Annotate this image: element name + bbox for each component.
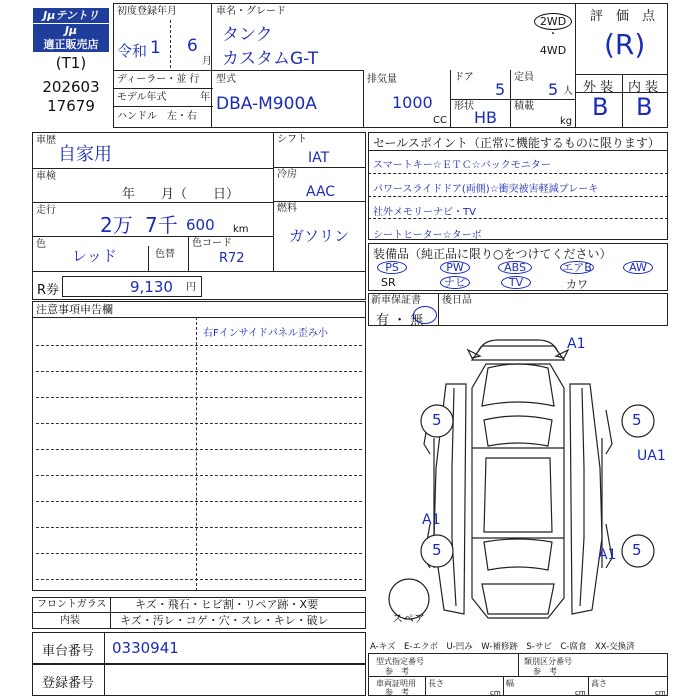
capacity-unit: 人 bbox=[563, 86, 573, 97]
color-code-value: R72 bbox=[219, 251, 245, 266]
type-value: DBA-M900A bbox=[216, 94, 317, 114]
history-label: 車歴 bbox=[36, 135, 56, 146]
inspection-value: 年 月（ 日） bbox=[122, 187, 240, 202]
equip-abs: ABS bbox=[498, 261, 532, 274]
recycle-unit: 円 bbox=[186, 282, 196, 293]
spare-label: スペア bbox=[392, 612, 425, 625]
color-change-label: 色替 bbox=[155, 249, 175, 260]
mileage-label: 走行 bbox=[36, 205, 56, 216]
reg-date-label: 初度登録年月 bbox=[117, 6, 177, 17]
header-frame bbox=[113, 3, 668, 128]
door-label: ドア bbox=[454, 72, 474, 83]
car-diagram bbox=[368, 328, 668, 628]
handle-label: ハンドル 左・右 bbox=[117, 111, 197, 122]
interior-value: B bbox=[636, 93, 653, 121]
interior-label: 内 装 bbox=[628, 80, 659, 95]
load-unit: kg bbox=[560, 116, 573, 127]
reg-era: 令和 bbox=[117, 42, 148, 60]
dealer-label: ディーラー・並 行 bbox=[117, 74, 200, 85]
chassis-label: 車台番号 bbox=[42, 644, 95, 659]
notes-rule bbox=[36, 527, 362, 528]
mark-rear-right: A1 bbox=[598, 547, 617, 563]
notes-rule bbox=[36, 475, 362, 476]
dealer-code: (T1) bbox=[55, 54, 87, 72]
mark-wheel-fr: 5 bbox=[632, 411, 642, 429]
capacity-label: 定員 bbox=[514, 72, 534, 83]
equipment-label: 装備品（純正品に限り○をつけてください） bbox=[373, 247, 612, 261]
displacement-unit: CC bbox=[433, 115, 447, 126]
notes-rule bbox=[36, 345, 362, 346]
type-designation-sub: 参 考 bbox=[385, 667, 409, 676]
shape-value: HB bbox=[474, 108, 498, 127]
warranty-value: 有 ・ 無 bbox=[376, 313, 424, 328]
rating-label: 評 価 点 bbox=[590, 9, 656, 24]
ac-label: 冷房 bbox=[277, 169, 297, 180]
equip-airbag: エアB bbox=[560, 261, 594, 274]
notes-rule bbox=[36, 371, 362, 372]
warranty-label: 新車保証書 bbox=[371, 295, 421, 306]
length-unit: cm bbox=[490, 689, 501, 697]
year-label: 年 bbox=[200, 92, 210, 103]
equip-leather: カワ bbox=[566, 278, 588, 291]
mileage-unit: km bbox=[233, 224, 249, 235]
mark-left-panel: A1 bbox=[422, 512, 441, 528]
recycle-value: 9,130 bbox=[130, 278, 173, 296]
notes-text: 右Fインサイドパネル歪み小 bbox=[203, 328, 328, 339]
drive-4wd: 4WD bbox=[539, 44, 567, 57]
mark-wheel-fl: 5 bbox=[432, 411, 442, 429]
logo-dealer: 適正販売店 bbox=[33, 37, 109, 52]
displacement-label: 排気量 bbox=[367, 74, 397, 85]
lot-number: 17679 bbox=[47, 97, 95, 115]
mileage-man: 2万 bbox=[100, 213, 133, 237]
color-value: レッド bbox=[72, 247, 117, 265]
history-value: 自家用 bbox=[58, 144, 112, 165]
logo-brand: Jμテントリ bbox=[33, 8, 109, 23]
interior-cond-value: キズ・汚レ・コゲ・穴・スレ・キレ・破レ bbox=[120, 614, 329, 627]
ac-value: AAC bbox=[306, 184, 336, 200]
height-label: 高さ bbox=[591, 679, 607, 688]
type-label: 型式 bbox=[216, 74, 236, 85]
notes-rule bbox=[36, 397, 362, 398]
reg-month: 6 bbox=[187, 36, 198, 56]
height-unit: cm bbox=[655, 689, 666, 697]
selling-line-1: スマートキー☆ＥＴＣ☆バックモニター bbox=[373, 160, 551, 171]
notes-rule bbox=[36, 449, 362, 450]
mileage-rest: 600 bbox=[186, 216, 215, 234]
mark-front-bumper: A1 bbox=[567, 336, 586, 352]
selling-label: セールスポイント（正常に機能するものに限ります） bbox=[373, 136, 660, 150]
car-name: タンク bbox=[222, 25, 273, 45]
notes-rule bbox=[36, 579, 362, 580]
recycle-label: R券 bbox=[37, 283, 60, 298]
notes-rule bbox=[36, 423, 362, 424]
registration-label: 登録番号 bbox=[42, 676, 95, 691]
selling-line-4: シートヒーター☆ターボ bbox=[373, 230, 482, 241]
category-label: 類別区分番号 bbox=[524, 657, 572, 666]
displacement-value: 1000 bbox=[392, 93, 433, 112]
selling-line-2: パワースライドドア(両側)☆衝突被害軽減ブレーキ bbox=[373, 184, 599, 195]
equip-tv: TV bbox=[501, 276, 531, 289]
shift-label: シフト bbox=[277, 134, 307, 145]
equip-sr: SR bbox=[381, 276, 396, 289]
cert-sub: 参 考 bbox=[385, 688, 409, 697]
mark-wheel-rl: 5 bbox=[432, 541, 442, 559]
exterior-value: B bbox=[592, 93, 609, 121]
rating-value: (R) bbox=[604, 28, 646, 61]
damage-legend: A-キズ E-エクボ U-凹み W-補修跡 S-サビ C-腐食 XX-交換済 bbox=[370, 642, 635, 652]
interior-cond-label: 内装 bbox=[60, 615, 80, 626]
color-label: 色 bbox=[36, 239, 46, 250]
reg-year: 1 bbox=[150, 38, 161, 58]
front-glass-value: キズ・飛石・ヒビ割・リペア跡・X要 bbox=[135, 598, 319, 611]
inspection-label: 車検 bbox=[36, 171, 56, 182]
color-code-label: 色コード bbox=[192, 238, 232, 249]
load-label: 積載 bbox=[514, 101, 534, 112]
auction-number: 202603 bbox=[42, 78, 100, 96]
car-grade: カスタムG-T bbox=[222, 49, 319, 69]
car-name-label: 車名・グレード bbox=[216, 6, 286, 17]
logo-mark: Jμ bbox=[33, 24, 109, 37]
notes-label: 注意事項申告欄 bbox=[36, 303, 113, 316]
drive-dot: ・ bbox=[548, 29, 558, 40]
width-label: 幅 bbox=[506, 679, 514, 688]
drive-2wd: 2WD bbox=[534, 13, 572, 30]
equip-pw: PW bbox=[440, 261, 470, 274]
exterior-label: 外 装 bbox=[583, 80, 614, 95]
cert-label: 車両証明用 bbox=[376, 679, 416, 688]
month-label: 月 bbox=[202, 56, 212, 67]
mileage-sen: 7千 bbox=[145, 213, 178, 237]
shape-label: 形状 bbox=[454, 101, 474, 112]
warranty-circle bbox=[413, 306, 437, 324]
selling-line-3: 社外メモリーナビ・TV bbox=[373, 207, 476, 218]
fuel-value: ガソリン bbox=[289, 227, 350, 245]
rear-items-label: 後日品 bbox=[442, 295, 472, 306]
mark-right-panel: UA1 bbox=[637, 448, 666, 464]
model-year-label: モデル年式 bbox=[117, 92, 167, 103]
width-unit: cm bbox=[575, 689, 586, 697]
equip-aw: AW bbox=[623, 261, 653, 274]
door-value: 5 bbox=[495, 80, 506, 99]
chassis-value: 0330941 bbox=[112, 639, 179, 657]
notes-rule bbox=[36, 553, 362, 554]
equip-navi: ナビ bbox=[440, 276, 470, 289]
equip-ps: PS bbox=[377, 261, 407, 274]
type-designation-label: 型式指定番号 bbox=[376, 657, 424, 666]
shift-value: IAT bbox=[308, 150, 330, 166]
category-sub: 参 考 bbox=[533, 667, 557, 676]
fuel-label: 燃料 bbox=[277, 203, 297, 214]
length-label: 長さ bbox=[428, 679, 444, 688]
notes-rule bbox=[36, 501, 362, 502]
front-glass-label: フロントガラス bbox=[37, 599, 107, 610]
capacity-value: 5 bbox=[548, 80, 559, 99]
mark-wheel-rr: 5 bbox=[632, 541, 642, 559]
